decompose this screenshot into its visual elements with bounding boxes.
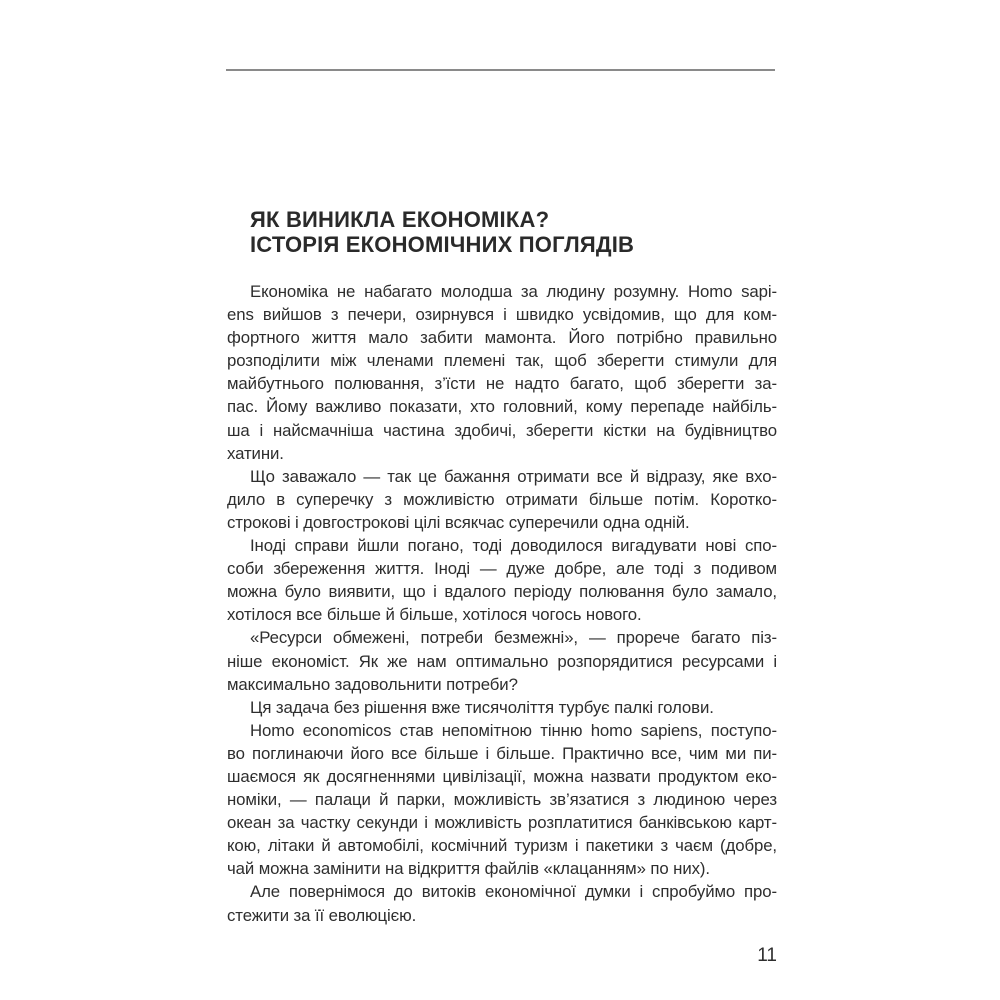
body-text (227, 280, 777, 927)
text-line: майбутнього полювання, з’їсти не надто багато, щоб зберегти за- (227, 374, 777, 394)
paragraph (227, 719, 777, 881)
text-line: ens вийшов з печери, озирнувся і швидко усвідомив, що для ком- (227, 305, 777, 325)
text-line: фортного життя мало забити мамонта. Його потрібно правильно (227, 328, 777, 348)
text-line: стежити за її еволюцією. (227, 905, 417, 925)
text-line: соби збереження життя. Іноді — дуже добре, але тоді з подивом (227, 559, 777, 579)
text-line: шаємося як досягненнями цивілізації, можна назвати продуктом еко- (227, 766, 777, 786)
text-line: Іноді справи йшли погано, тоді доводилося вигадувати нові спо- (250, 536, 777, 556)
paragraph (227, 465, 777, 534)
text-line: дило в суперечку з можливістю отримати більше потім. Коротко- (227, 489, 777, 509)
text-line: ша і найсмачніша частина здобичі, зберегти кістки на будівництво (227, 420, 777, 440)
text-line: Ця задача без рішення вже тисячоліття турбує палкі голови. (250, 697, 714, 717)
paragraph (227, 696, 777, 719)
text-line: можна було виявити, що і вдалого періоду полювання було замало, (227, 582, 777, 602)
text-line: Homo economicos став непомітною тінню homo sapiens, поступо- (250, 720, 777, 740)
text-line: океан за частку секунди і можливість розплатитися банківською карт- (227, 813, 777, 833)
text-line: Але повернімося до витоків економічної думки і спробуймо про- (250, 882, 777, 902)
text-line: строкові і довгострокові цілі всякчас суперечили одна одній. (227, 512, 690, 532)
paragraph (227, 626, 777, 695)
text-line: хотілося все більше й більше, хотілося чогось нового. (227, 605, 642, 625)
text-line: Економіка не набагато молодша за людину розумну. Homo sapi- (250, 282, 777, 301)
text-line: чай можна замінити на відкриття файлів «клацанням» по них). (227, 859, 710, 879)
header-divider-rule (226, 69, 775, 71)
paragraph (227, 880, 777, 926)
text-line: номіки, — палаци й парки, можливість зв’язатися з людиною через (227, 790, 777, 810)
chapter-title-line-2: ІСТОРІЯ ЕКОНОМІЧНИХ ПОГЛЯДІВ (250, 232, 635, 257)
text-line: Що заважало — так це бажання отримати все й відразу, яке вхо- (250, 466, 777, 486)
text-line: хатини. (227, 443, 284, 463)
text-line: «Ресурси обмежені, потреби безмежні», — прорече багато піз- (250, 628, 777, 648)
text-line: пас. Йому важливо показати, хто головний, кому перепаде найбіль- (227, 397, 777, 417)
chapter-title (250, 207, 634, 257)
paragraph (227, 534, 777, 626)
paragraph (227, 280, 777, 465)
text-line: кою, літаки й автомобілі, космічний туризм і пакетики з чаєм (добре, (227, 836, 777, 856)
text-line: розподілити між членами племені так, щоб зберегти стимули для (227, 351, 777, 371)
text-line: максимально задовольнити потреби? (227, 674, 518, 694)
page-number: 11 (757, 945, 777, 966)
text-line: ніше економіст. Як же нам оптимально розпорядитися ресурсами і (227, 651, 777, 671)
chapter-title-line-1: ЯК ВИНИКЛА ЕКОНОМІКА? (250, 207, 550, 232)
text-line: во поглинаючи його все більше і більше. Практично все, чим ми пи- (227, 743, 777, 763)
